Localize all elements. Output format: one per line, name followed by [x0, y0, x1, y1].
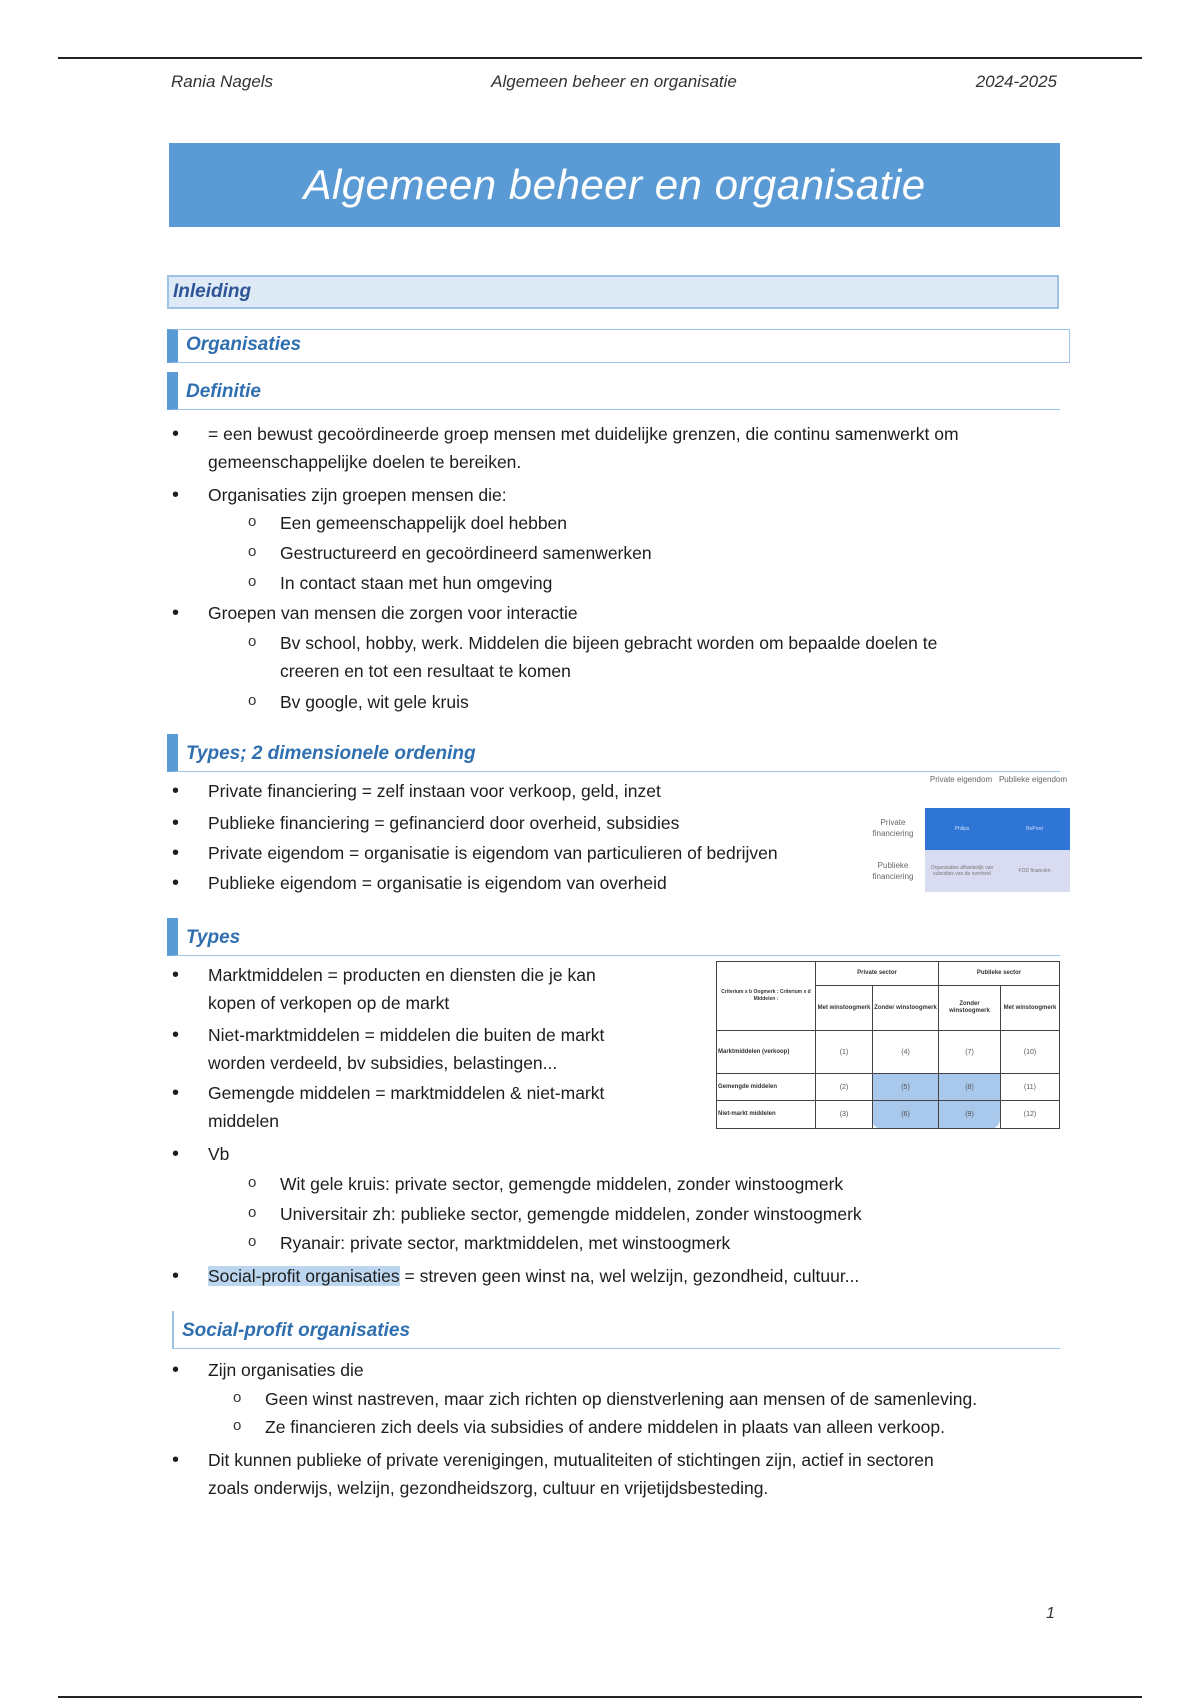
page-number: 1 [1046, 1605, 1055, 1622]
types-bullet-social [208, 1262, 859, 1290]
social-sub-2: o Ze financieren zich deels via subsidies of andere middelen in plaats van alleen verkoop. [265, 1413, 945, 1441]
types-dim-item-4: • Publieke eigendom = organisatie is eigendom van overheid [208, 869, 667, 897]
table-sub-1: Met winstoogmerk [817, 1004, 871, 1011]
definitie-bullet-3: • Groepen van mensen die zorgen voor interactie [208, 599, 578, 627]
page-header [171, 72, 1057, 96]
matrix-cell-11: Philips [925, 808, 999, 850]
table-cell-6: (6) [901, 1111, 910, 1118]
ownership-financing-matrix [860, 770, 1070, 900]
header-year: 2024-2025 [975, 72, 1057, 91]
table-cell-3: (3) [839, 1111, 849, 1118]
types-vb-sub-3: o Ryanair: private sector, marktmiddelen, met winstoogmerk [280, 1229, 730, 1257]
table-head-private: Private sector [857, 969, 897, 976]
types-bullet-2 [208, 1021, 604, 1077]
social-bullet-2-line-2: zoals onderwijs, welzijn, gezondheidszorg, cultuur en vrijetijdsbesteding. [208, 1478, 769, 1498]
matrix-cell-22: FOD financiën [999, 850, 1070, 892]
definitie-sub-4-line-1: Bv school, hobby, werk. Middelen die bijeen gebracht worden om bepaalde doelen te [280, 633, 938, 653]
definitie-bullet-1-line-1: = een bewust gecoördineerde groep mensen met duidelijke grenzen, die continu samenwerkt om [208, 424, 959, 444]
types-dim-item-3: • Private eigendom = organisatie is eigendom van particulieren of bedrijven [208, 839, 778, 867]
table-sub-2: Zonder winstoogmerk [874, 1004, 937, 1011]
social-bullet-2 [208, 1446, 934, 1502]
definitie-sub-4 [280, 629, 937, 685]
types-bullet-3 [208, 1079, 604, 1135]
types-bullet-vb: • Vb [208, 1140, 229, 1168]
types-bullet-social-rest: = streven geen winst na, wel welzijn, gezondheid, cultuur... [399, 1266, 860, 1286]
table-cell-9: (9) [965, 1111, 974, 1118]
table-cell-2: (2) [839, 1083, 849, 1091]
types-bullet-3-line-2: middelen [208, 1111, 280, 1131]
table-corner: Criterium x b Oogmerk : Criterium x d Middelen : [721, 989, 811, 1002]
types-bullet-3-line-1: Gemengde middelen = marktmiddelen & niet-markt [208, 1083, 605, 1103]
heading-types: Types [167, 918, 1060, 956]
table-cell-12: (12) [1023, 1111, 1037, 1118]
heading-social-profit: Social-profit organisaties [172, 1311, 1060, 1349]
definitie-sub-1: o Een gemeenschappelijk doel hebben [280, 509, 567, 537]
header-author: Rania Nagels [171, 72, 274, 91]
organisation-types-table [716, 961, 1060, 1129]
header-course: Algemeen beheer en organisatie [491, 72, 737, 91]
heading-organisaties: Organisaties [167, 329, 1070, 363]
definitie-sub-4-line-2: creeren en tot een resultaat te komen [280, 661, 571, 681]
matrix-cell-12: BeProd [999, 808, 1070, 850]
table-row-1-label: Marktmiddelen (verkoop) [718, 1048, 790, 1055]
table-head-publiek: Publieke sector [976, 969, 1022, 976]
heading-types-2d: Types; 2 dimensionele ordening [167, 734, 1060, 772]
social-bullet-2-line-1: Dit kunnen publieke of private verenigingen, mutualiteiten of stichtingen zijn, actief in sectoren [208, 1450, 934, 1470]
table-cell-1: (1) [839, 1048, 849, 1056]
table-cell-4: (4) [901, 1048, 910, 1056]
table-sub-3: Zonder winstoogmerk [949, 1001, 990, 1014]
document-title: Algemeen beheer en organisatie [169, 143, 1060, 227]
matrix-col-1: Private eigendom [929, 775, 993, 784]
table-cell-7: (7) [965, 1048, 974, 1056]
types-dim-item-2: • Publieke financiering = gefinancierd door overheid, subsidies [208, 809, 679, 837]
definitie-bullet-2: • Organisaties zijn groepen mensen die: [208, 481, 507, 509]
types-vb-sub-1: o Wit gele kruis: private sector, gemengde middelen, zonder winstoogmerk [280, 1170, 843, 1198]
definitie-bullet-1-line-2: gemeenschappelijke doelen te bereiken. [208, 452, 522, 472]
table-sub-4: Met winstoogmerk [1003, 1004, 1057, 1011]
definitie-bullet-1 [208, 420, 959, 476]
matrix-row-2: Publieke financiering [872, 861, 914, 881]
types-bullet-1 [208, 961, 596, 1017]
matrix-row-1: Private financiering [872, 818, 914, 838]
heading-inleiding: Inleiding [167, 275, 1059, 309]
table-cell-11: (11) [1024, 1083, 1036, 1091]
social-bullet-1: • Zijn organisaties die [208, 1356, 364, 1384]
definitie-sub-5: o Bv google, wit gele kruis [280, 688, 469, 716]
heading-definitie: Definitie [167, 372, 1060, 410]
definitie-sub-3: o In contact staan met hun omgeving [280, 569, 552, 597]
footer-rule [58, 1696, 1142, 1698]
types-bullet-1-line-1: Marktmiddelen = producten en diensten die je kan [208, 965, 596, 985]
table-cell-8: (8) [965, 1083, 974, 1091]
types-dim-item-1: • Private financiering = zelf instaan voor verkoop, geld, inzet [208, 777, 661, 805]
selected-text-highlight: Social-profit organisaties [208, 1266, 400, 1286]
matrix-col-2: Publieke eigendom [998, 775, 1068, 784]
header-rule [58, 57, 1142, 59]
table-cell-5: (5) [901, 1083, 910, 1091]
table-row-2-label: Gemengde middelen [718, 1083, 778, 1090]
social-sub-1: o Geen winst nastreven, maar zich richten op dienstverlening aan mensen of de samenleving. [265, 1385, 977, 1413]
types-vb-sub-2: o Universitair zh: publieke sector, gemengde middelen, zonder winstoogmerk [280, 1200, 862, 1228]
definitie-sub-2: o Gestructureerd en gecoördineerd samenwerken [280, 539, 652, 567]
matrix-cell-21: Organisaties afhankelijk van subsidies van de overheid [925, 850, 999, 892]
types-bullet-1-line-2: kopen of verkopen op de markt [208, 993, 450, 1013]
table-cell-10: (10) [1023, 1048, 1037, 1056]
types-bullet-2-line-2: worden verdeeld, bv subsidies, belastingen... [208, 1053, 558, 1073]
types-bullet-2-line-1: Niet-marktmiddelen = middelen die buiten de markt [208, 1025, 605, 1045]
table-row-3-label: Niet-markt middelen [718, 1111, 776, 1117]
